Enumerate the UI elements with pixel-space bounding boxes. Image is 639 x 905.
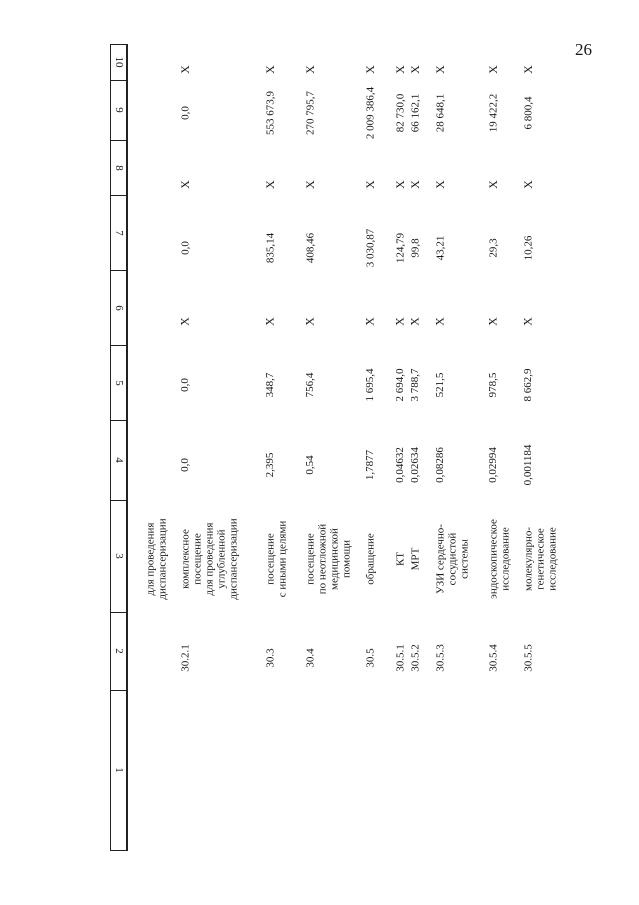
column-separator-8 <box>110 140 127 141</box>
cell-6-c7: 99,8 <box>409 237 421 258</box>
cell-8-c5: 978,5 <box>487 372 499 398</box>
column-separator-2 <box>110 612 127 613</box>
cell-2-c7: 835,14 <box>264 232 276 263</box>
cell-5-c8: X <box>392 179 407 189</box>
cell-6-col3-line-0: МРТ <box>409 547 421 570</box>
cell-4-c8: X <box>362 179 377 189</box>
cell-3-c6: X <box>302 317 317 326</box>
cell-8-c7: 29,3 <box>487 237 499 258</box>
cell-1-c5: 0,0 <box>179 378 191 392</box>
column-separator-9 <box>110 80 127 81</box>
cell-9-c7: 10,26 <box>522 235 534 260</box>
column-header-10: 10 <box>113 56 125 68</box>
cell-1-col3-line-2: для проведения <box>203 522 215 595</box>
column-separator-1 <box>110 690 127 691</box>
cell-1-col3-line-3: углубленной <box>215 528 227 589</box>
column-header-4: 4 <box>113 457 125 463</box>
cell-1-c2: 30.2.1 <box>179 643 191 672</box>
cell-0-col3-line-1: диспансеризации <box>156 517 168 600</box>
cell-7-c2: 30.5.3 <box>434 643 446 672</box>
cell-2-c8: X <box>262 179 277 189</box>
cell-1-c6: X <box>177 317 192 326</box>
cell-1-col3-line-1: посещение <box>191 532 203 585</box>
cell-9-col3-line-0: молекулярно- <box>522 526 534 591</box>
column-separator-3 <box>110 500 127 501</box>
cell-4-c5: 1 695,4 <box>364 368 376 402</box>
cell-7-col3-line-2: системы <box>458 538 470 579</box>
cell-5-c10: X <box>392 64 407 74</box>
column-separator-6 <box>110 270 127 271</box>
cell-9-c6: X <box>520 317 535 326</box>
header-outer-line <box>110 44 111 850</box>
cell-3-col3-line-1: по неотложной <box>316 523 328 594</box>
cell-6-c8: X <box>407 179 422 189</box>
cell-4-c4: 1,7877 <box>364 449 376 481</box>
cell-7-c4: 0,08286 <box>434 447 446 483</box>
cell-1-c7: 0,0 <box>179 240 191 255</box>
cell-2-c5: 348,7 <box>264 372 276 398</box>
cell-8-col3-line-1: исследование <box>499 526 511 591</box>
cell-9-col3-line-2: исследование <box>546 526 558 591</box>
cell-3-col3-line-0: посещение <box>304 532 316 585</box>
cell-9-col3-line-1: генетическое <box>534 527 546 590</box>
cell-9-c8: X <box>520 179 535 189</box>
cell-6-c2: 30.5.2 <box>409 643 421 672</box>
cell-9-c10: X <box>520 64 535 74</box>
cell-6-c5: 3 788,7 <box>409 368 421 402</box>
column-separator-5 <box>110 345 127 346</box>
cell-8-c4: 0,02994 <box>487 447 499 483</box>
cell-6-c9: 66 162,1 <box>409 93 421 132</box>
cell-3-c8: X <box>302 179 317 189</box>
cell-1-c9: 0,0 <box>179 105 191 120</box>
cell-1-c8: X <box>177 179 192 189</box>
column-separator-4 <box>110 420 127 421</box>
cell-6-c10: X <box>407 64 422 74</box>
cell-5-c6: X <box>392 317 407 326</box>
cell-4-c7: 3 030,87 <box>364 228 376 267</box>
cell-8-c8: X <box>485 179 500 189</box>
cell-1-c4: 0,0 <box>179 458 191 472</box>
cell-7-c9: 28 648,1 <box>434 93 446 132</box>
cell-3-c2: 30.4 <box>304 647 316 668</box>
cell-3-c9: 270 795,7 <box>304 90 316 135</box>
cell-4-c10: X <box>362 64 377 74</box>
cell-2-c4: 2,395 <box>264 452 276 478</box>
cell-7-c5: 521,5 <box>434 372 446 398</box>
column-header-6: 6 <box>113 304 125 311</box>
cell-7-c10: X <box>432 64 447 74</box>
table-bottom-line <box>110 850 128 851</box>
page-number: 26 <box>575 40 592 59</box>
cell-8-c10: X <box>485 64 500 74</box>
cell-8-col3-line-0: эндоскопическое <box>487 518 499 599</box>
cell-5-c5: 2 694,0 <box>394 368 406 402</box>
cell-7-col3-line-1: сосудистой <box>446 532 458 585</box>
cell-4-c2: 30.5 <box>364 647 376 668</box>
cell-8-c6: X <box>485 317 500 326</box>
table-top-line <box>110 44 128 45</box>
cell-2-c10: X <box>262 64 277 74</box>
cell-6-c4: 0,02634 <box>409 447 421 483</box>
cell-1-col3-line-0: комплексное <box>179 528 191 589</box>
column-header-7: 7 <box>113 229 125 236</box>
cell-5-c4: 0,04632 <box>394 447 406 483</box>
cell-3-c5: 756,4 <box>304 372 316 398</box>
column-header-5: 5 <box>113 379 125 386</box>
cell-8-c2: 30.5.4 <box>487 643 499 672</box>
column-header-2: 2 <box>113 648 125 654</box>
column-separator-7 <box>110 195 127 196</box>
cell-5-c2: 30.5.1 <box>394 643 406 672</box>
cell-9-c2: 30.5.5 <box>522 643 534 672</box>
column-header-1: 1 <box>113 767 125 773</box>
cell-1-col3-line-4: диспансеризации <box>227 517 239 600</box>
cell-4-c6: X <box>362 317 377 326</box>
cell-3-c4: 0,54 <box>304 455 316 475</box>
cell-2-c9: 553 673,9 <box>264 90 276 135</box>
column-header-9: 9 <box>113 107 125 113</box>
cell-2-c6: X <box>262 317 277 326</box>
cell-4-col3-line-0: обращение <box>364 532 376 585</box>
cell-3-col3-line-2: медицинской <box>328 527 340 590</box>
cell-5-col3-line-0: КТ <box>394 551 406 566</box>
cell-7-c6: X <box>432 317 447 326</box>
column-header-3: 3 <box>113 553 125 559</box>
cell-6-c6: X <box>407 317 422 326</box>
cell-2-c2: 30.3 <box>264 647 276 668</box>
cell-3-c10: X <box>302 64 317 74</box>
cell-8-c9: 19 422,2 <box>487 93 499 132</box>
cell-3-col3-line-3: помощи <box>340 539 352 578</box>
cell-2-col3-line-0: посещение <box>264 532 276 585</box>
cell-7-c7: 43,21 <box>434 235 446 260</box>
cell-9-c4: 0,001184 <box>522 444 534 486</box>
cell-5-c7: 124,79 <box>394 232 406 263</box>
cell-9-c9: 6 800,4 <box>522 96 534 129</box>
cell-2-col3-line-1: с иными целями <box>276 520 288 597</box>
header-inner-line <box>126 44 127 850</box>
cell-4-c9: 2 009 386,4 <box>364 86 376 139</box>
column-header-8: 8 <box>113 164 125 171</box>
cell-7-c8: X <box>432 179 447 189</box>
cell-0-col3-line-0: для проведения <box>144 522 156 595</box>
cell-3-c7: 408,46 <box>304 232 316 263</box>
cell-7-col3-line-0: УЗИ сердечно- <box>434 523 446 594</box>
cell-9-c5: 8 662,9 <box>522 368 534 402</box>
cell-5-c9: 82 730,0 <box>394 93 406 132</box>
cell-1-c10: X <box>177 64 192 74</box>
